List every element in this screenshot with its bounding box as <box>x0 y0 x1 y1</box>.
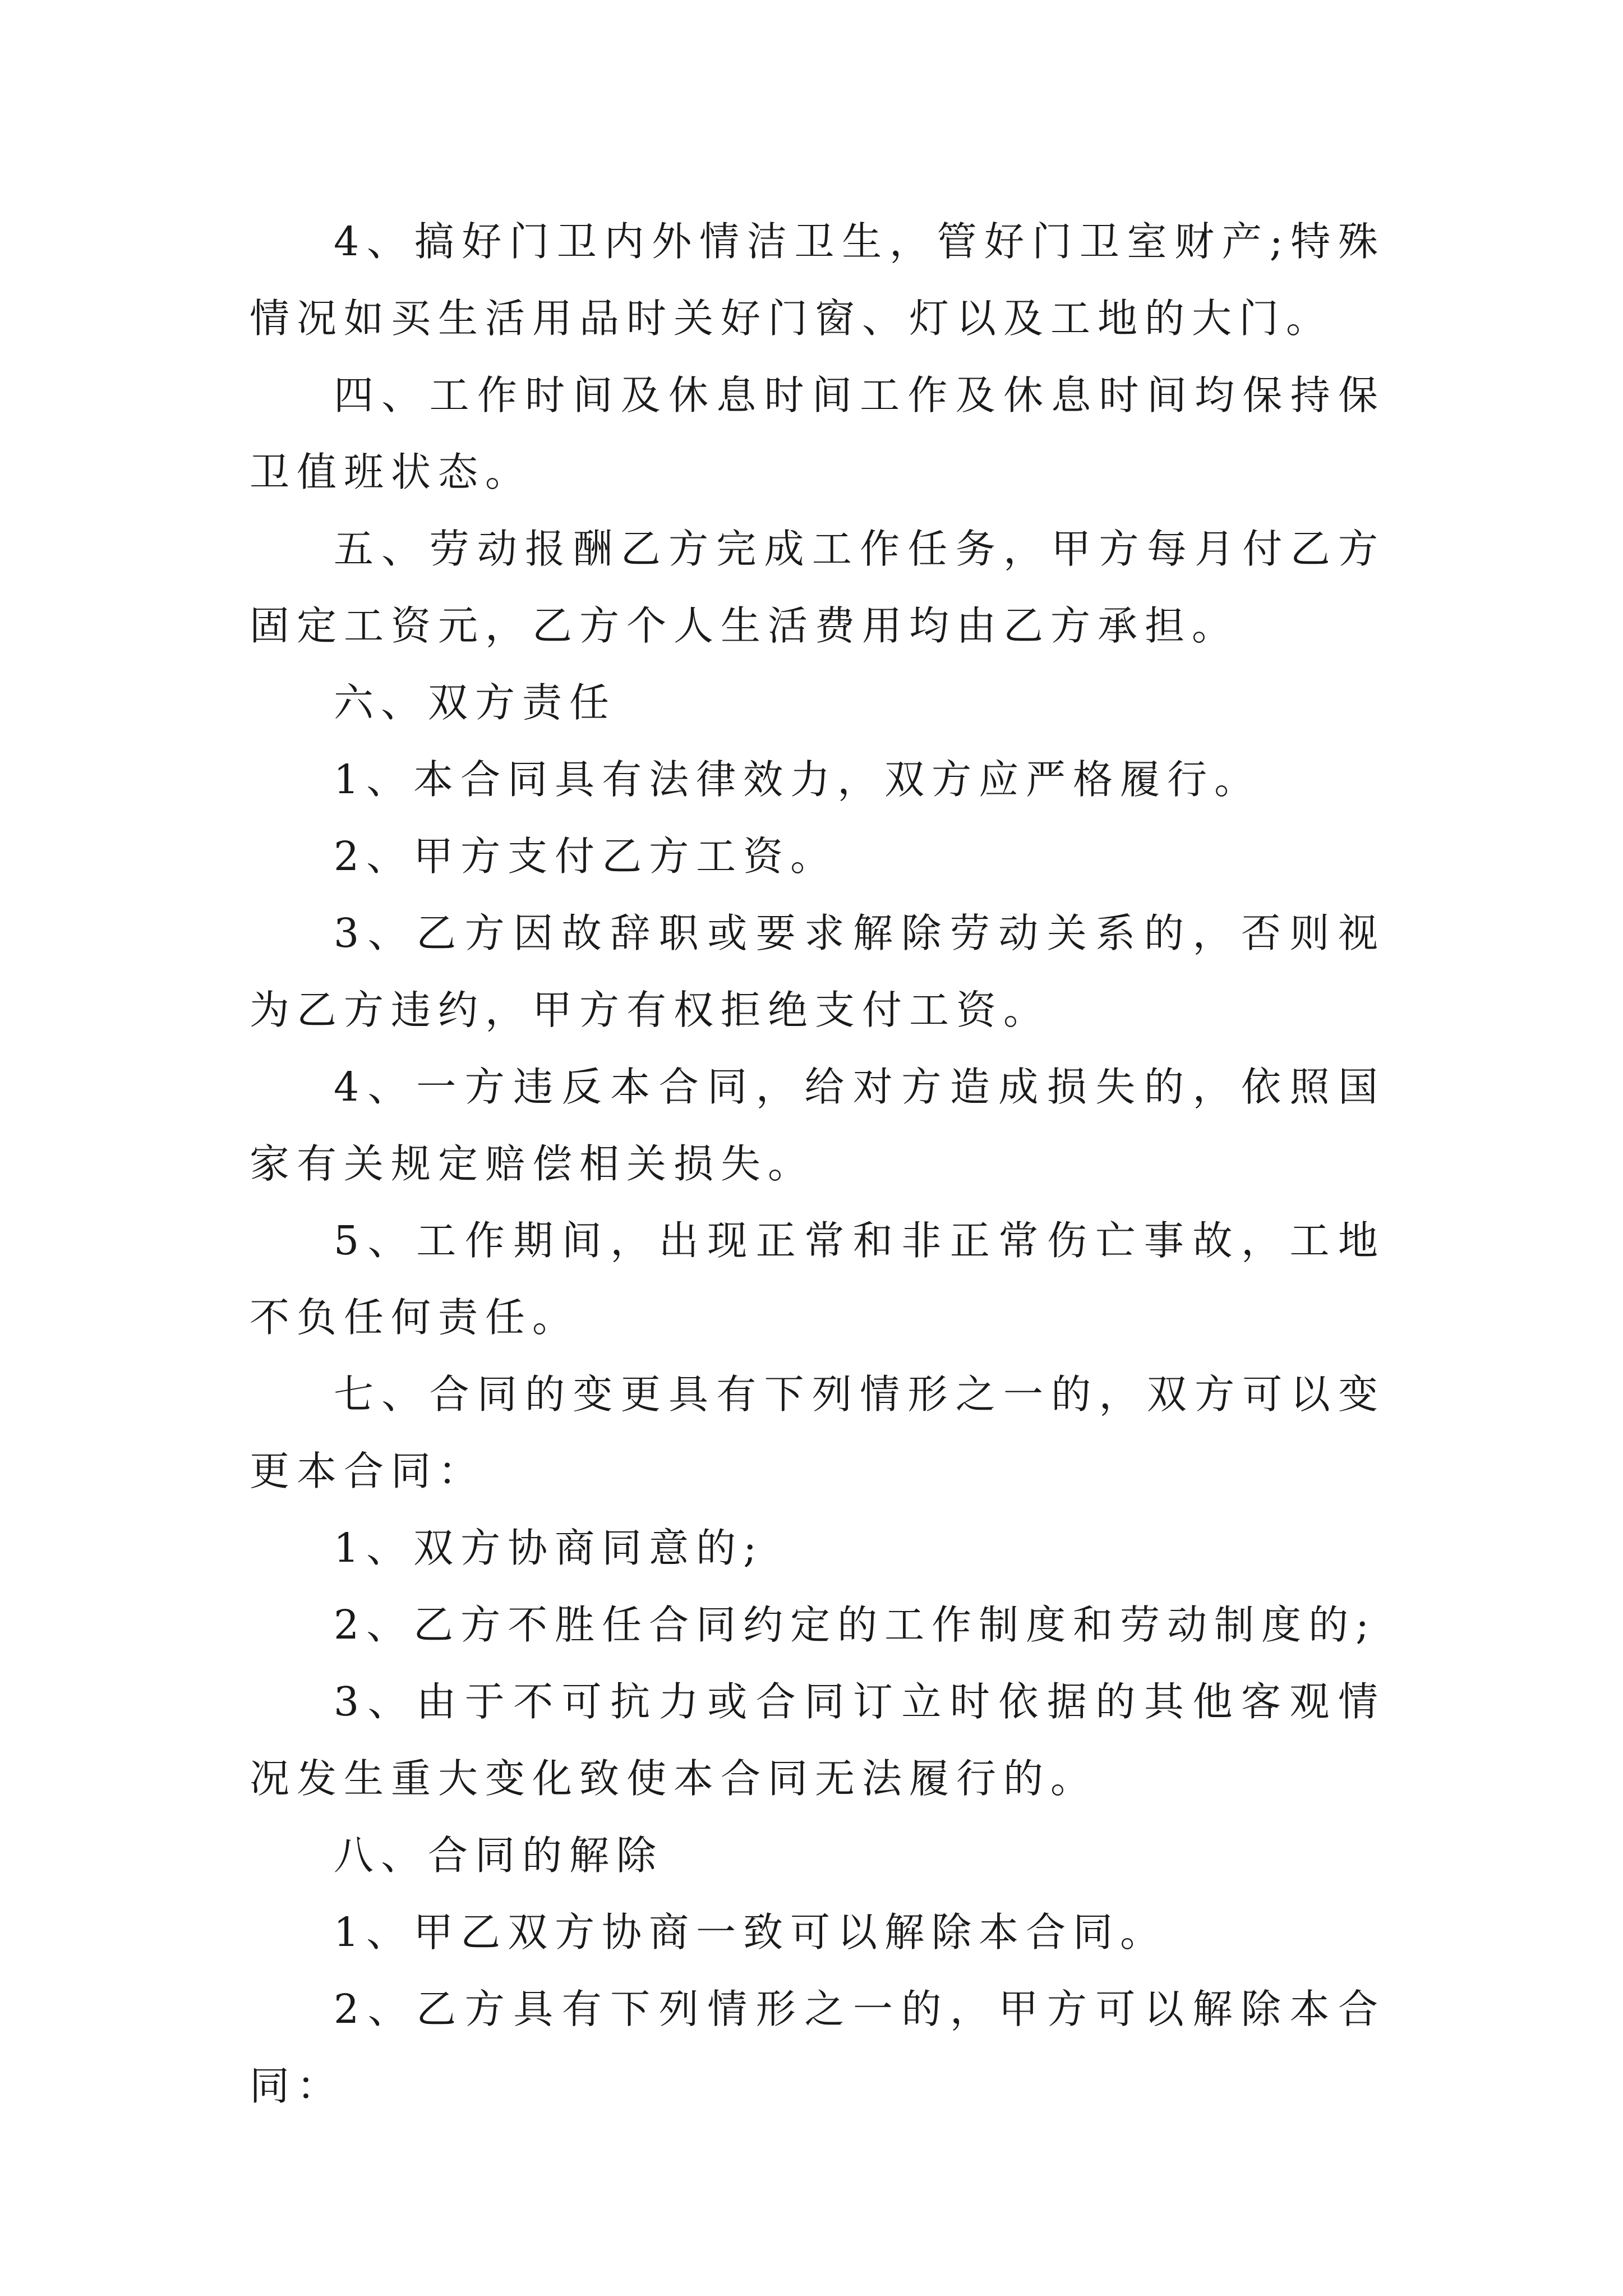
paragraph-6-1: 1、本合同具有法律效力，双方应严格履行。 <box>334 756 1262 803</box>
paragraph-7-3: 3、由于不可抗力或合同订立时依据的其他客观情况发生重大变化致使本合同无法履行的。 <box>250 1678 1385 1802</box>
paragraph-4-sanitation: 4、搞好门卫内外情洁卫生，管好门卫室财产;特殊情况如买生活用品时关好门窗、灯以及工地的大门。 <box>250 218 1385 342</box>
paragraph-section-4-work-hours: 四、工作时间及休息时间工作及休息时间均保持保卫值班状态。 <box>250 372 1385 495</box>
paragraph-section-7-modification: 七、合同的变更具有下列情形之一的，双方可以变更本合同： <box>250 1371 1385 1494</box>
paragraph-8-1: 1、甲乙双方协商一致可以解除本合同。 <box>334 1909 1168 1955</box>
paragraph-6-5: 5、工作期间，出现正常和非正常伤亡事故，工地不负任何责任。 <box>250 1217 1385 1341</box>
heading-section-8-termination: 八、合同的解除 <box>334 1832 664 1879</box>
paragraph-7-2: 2、乙方不胜任合同约定的工作制度和劳动制度的; <box>334 1602 1377 1648</box>
paragraph-6-2: 2、甲方支付乙方工资。 <box>334 833 838 880</box>
paragraph-section-5-remuneration: 五、劳动报酬乙方完成工作任务，甲方每月付乙方固定工资元，乙方个人生活费用均由乙方承担。 <box>250 526 1385 649</box>
paragraph-8-2: 2、乙方具有下列情形之一的，甲方可以解除本合同： <box>250 1986 1385 2109</box>
paragraph-6-4: 4、一方违反本合同，给对方造成损失的，依照国家有关规定赔偿相关损失。 <box>250 1064 1385 1187</box>
document-body <box>250 203 1385 2124</box>
paragraph-6-3: 3、乙方因故辞职或要求解除劳动关系的，否则视为乙方违约，甲方有权拒绝支付工资。 <box>250 910 1385 1033</box>
paragraph-7-1: 1、双方协商同意的; <box>334 1525 764 1571</box>
heading-section-6-responsibilities: 六、双方责任 <box>334 679 617 726</box>
